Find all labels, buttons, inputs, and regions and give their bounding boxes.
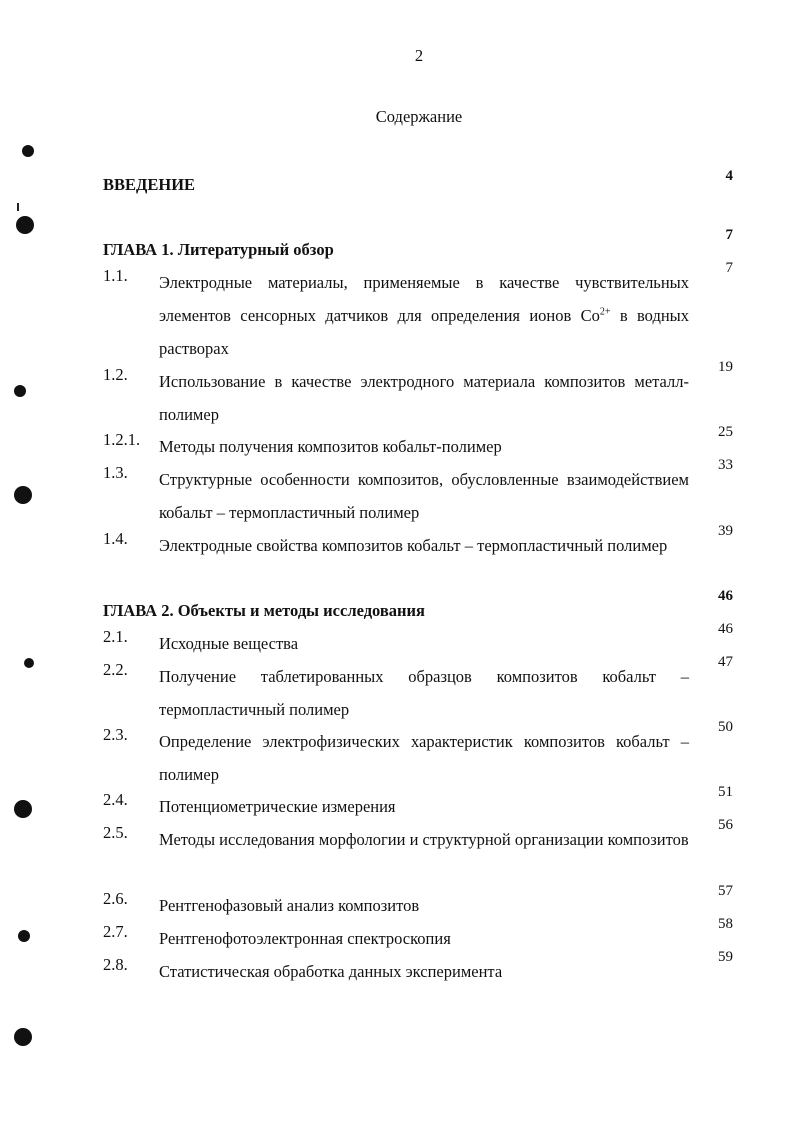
- toc-entry-page: 50: [718, 719, 733, 735]
- toc-entry-text: Рентгенофотоэлектронная спектроскопия: [159, 929, 451, 948]
- toc-entry-text: [159, 266, 689, 365]
- page-title: Содержание: [375, 107, 463, 126]
- toc-entry-text: Исходные вещества: [159, 634, 299, 653]
- toc-entry-text: Методы исследования морфологии и структурной организации композитов: [159, 830, 689, 849]
- binder-hole: [14, 385, 26, 397]
- toc-entry-page: 47: [718, 654, 733, 670]
- binder-hole: [14, 800, 32, 818]
- toc-entry-text: ВВЕДЕНИЕ: [103, 175, 196, 194]
- toc-entry-number: 2.5.: [103, 823, 128, 842]
- toc-entry-number: 1.3.: [103, 463, 128, 482]
- binder-hole: [22, 145, 34, 157]
- page-number: 2: [414, 46, 424, 65]
- toc-entry-number: 2.3.: [103, 725, 128, 744]
- scan-mark: [17, 203, 19, 211]
- toc-entry-text: Методы получения композитов кобальт-полимер: [159, 437, 502, 456]
- binder-hole: [14, 1028, 32, 1046]
- toc-entry-page: 56: [718, 817, 733, 833]
- toc-entry-text: Статистическая обработка данных эксперимента: [159, 962, 503, 981]
- toc-entry-page: 46: [718, 621, 733, 637]
- binder-hole: [14, 486, 32, 504]
- toc-entry-page: 4: [725, 168, 733, 184]
- toc-entry-text: Электродные свойства композитов кобальт – термопластичный полимер: [159, 536, 668, 555]
- toc-entry-page: 7: [725, 260, 733, 276]
- toc-entry-text: Получение таблетированных образцов композитов кобальт – термопластичный полимер: [159, 667, 689, 719]
- toc-entry-page: 25: [718, 424, 733, 440]
- toc-entry-page: 58: [718, 916, 733, 932]
- toc-entry-text: ГЛАВА 2. Объекты и методы исследования: [103, 601, 425, 620]
- toc-entry-page: 59: [718, 949, 733, 965]
- toc-entry-text: ГЛАВА 1. Литературный обзор: [103, 240, 334, 259]
- toc-entry-number: 1.4.: [103, 529, 128, 548]
- toc-entry-text: Рентгенофазовый анализ композитов: [159, 896, 420, 915]
- toc-entry-page: 33: [718, 457, 733, 473]
- toc-entry-number: 2.7.: [103, 922, 128, 941]
- toc-entry-text-part: Электродные материалы, применяемые в качестве чувствительных элементов сенсорных датчиков для определения ионов Co: [159, 273, 689, 325]
- toc-entry-page: 46: [718, 588, 733, 604]
- toc-entry-text: Потенциометрические измерения: [159, 797, 396, 816]
- toc-entry-page: 39: [718, 523, 733, 539]
- toc-entry-number: 2.6.: [103, 889, 128, 908]
- toc-entry-number: 2.8.: [103, 955, 128, 974]
- toc-entry-text: Структурные особенности композитов, обусловленные взаимодействием кобальт – термопластичный полимер: [159, 470, 689, 522]
- toc-entry-number: 1.2.1.: [103, 430, 141, 449]
- toc-entry-page: 19: [718, 359, 733, 375]
- binder-hole: [18, 930, 30, 942]
- toc-entry-text: Определение электрофизических характеристик композитов кобальт – полимер: [159, 732, 689, 784]
- toc-entry-page: 51: [718, 784, 733, 800]
- toc-entry-number: 1.2.: [103, 365, 128, 384]
- binder-hole: [24, 658, 34, 668]
- toc-entry-number: 2.1.: [103, 627, 128, 646]
- toc-entry-page: 7: [725, 227, 733, 243]
- toc-entry-text: Использование в качестве электродного материала композитов металл-полимер: [159, 372, 689, 424]
- binder-hole: [16, 216, 34, 234]
- toc-entry-number: 1.1.: [103, 266, 128, 285]
- toc-entry-number: 2.4.: [103, 790, 128, 809]
- toc-entry-page: 57: [718, 883, 733, 899]
- toc-entry-text-part: в водных растворах: [159, 306, 690, 358]
- superscript: 2+: [599, 306, 611, 318]
- toc-entry-number: 2.2.: [103, 660, 128, 679]
